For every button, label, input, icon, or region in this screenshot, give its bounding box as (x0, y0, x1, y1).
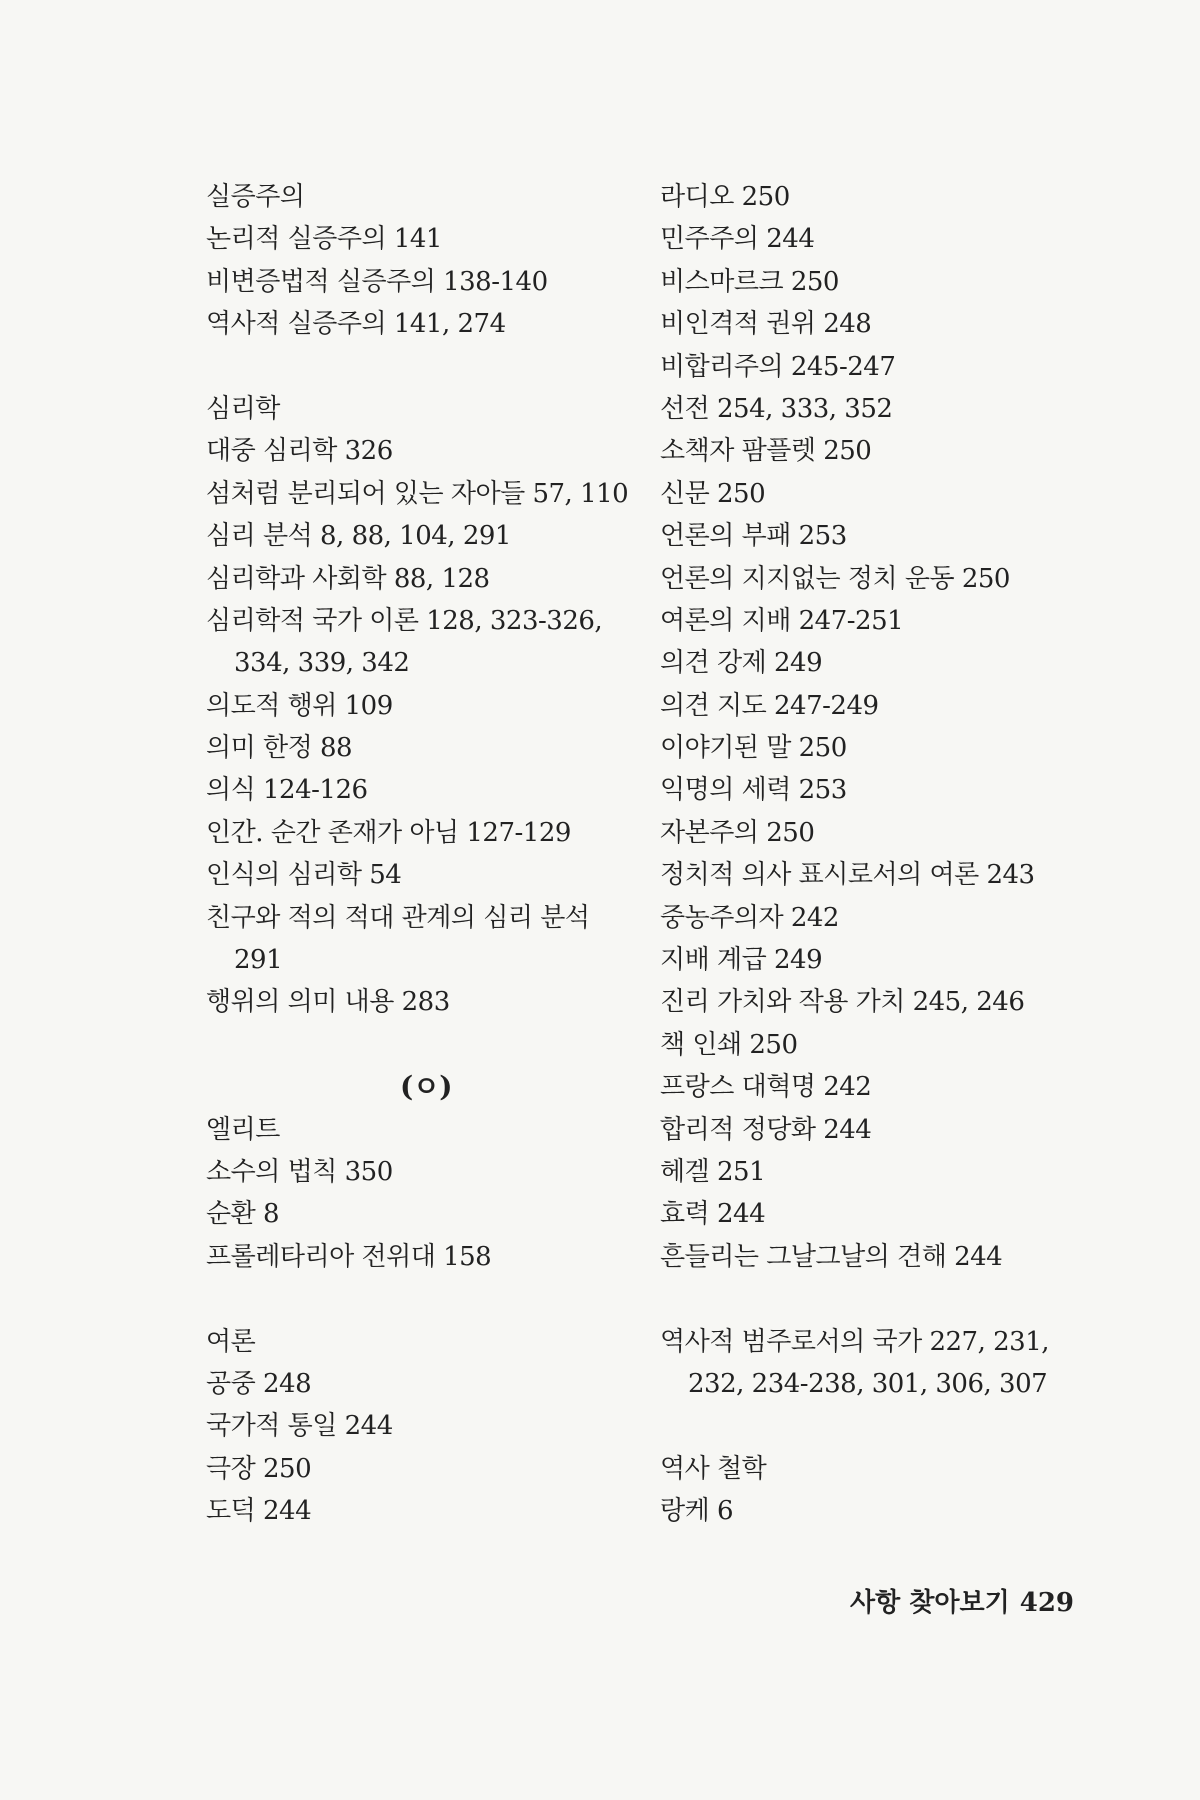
index-entry: 극장 250 (206, 1453, 312, 1484)
index-entry: 선전 254, 333, 352 (660, 393, 893, 424)
index-entry: 의미 한정 88 (206, 733, 353, 764)
index-entry: 흔들리는 그날그날의 견해 244 (660, 1241, 1003, 1272)
index-entry: 라디오 250 (660, 182, 790, 212)
index-letter-heading: (ㅇ) (399, 1070, 453, 1104)
index-entry: 의도적 행위 109 (206, 690, 393, 721)
index-entry: 진리 가치와 작용 가치 245, 246 (660, 987, 1025, 1018)
page-number: 429 (1019, 1588, 1075, 1618)
index-entry: 엘리트 (206, 1114, 280, 1145)
page-footer (850, 1582, 1074, 1619)
index-entry: 프롤레타리아 전위대 158 (206, 1241, 492, 1272)
index-entry: 심리학적 국가 이론 128, 323-326, (206, 605, 603, 636)
index-entry: 효력 244 (660, 1199, 766, 1230)
index-entry: 책 인쇄 250 (660, 1029, 798, 1060)
index-entry: 비합리주의 245-247 (660, 351, 896, 382)
footer-section-title: 사항 찾아보기 (850, 1588, 1010, 1618)
index-entry: 중농주의자 242 (660, 902, 839, 933)
index-entry-continuation: 232, 234-238, 301, 306, 307 (688, 1368, 1048, 1399)
index-entry: 합리적 정당화 244 (660, 1114, 872, 1145)
spacer (206, 1278, 646, 1320)
index-entry: 언론의 부패 253 (660, 521, 847, 552)
index-entry: 역사적 실증주의 141, 274 (206, 309, 506, 340)
index-entry: 논리적 실증주의 141 (206, 224, 442, 255)
index-entry: 국가적 통일 244 (206, 1411, 393, 1442)
index-entry: 여론의 지배 247-251 (660, 605, 904, 636)
index-column-right (660, 176, 1120, 1533)
index-column-left (206, 176, 646, 1533)
index-entry: 인식의 심리학 54 (206, 860, 402, 891)
index-entry: 헤겔 251 (660, 1156, 766, 1187)
index-entry: 공중 248 (206, 1368, 312, 1399)
index-entry: 대중 심리학 326 (206, 436, 393, 467)
index-entry: 비스마르크 250 (660, 266, 839, 297)
index-entry: 소책자 팜플렛 250 (660, 436, 872, 467)
index-entry: 역사 철학 (660, 1453, 767, 1484)
index-entry: 여론 (206, 1326, 256, 1357)
index-entry: 도덕 244 (206, 1496, 312, 1527)
index-entry: 의견 강제 249 (660, 648, 823, 679)
index-entry: 신문 250 (660, 478, 766, 509)
index-entry: 인간. 순간 존재가 아님 127-129 (206, 817, 571, 848)
index-entry: 섬처럼 분리되어 있는 자아들 57, 110 (206, 478, 629, 509)
index-entry: 비변증법적 실증주의 138-140 (206, 266, 548, 297)
index-entry: 행위의 의미 내용 283 (206, 987, 450, 1018)
spacer (660, 1278, 1120, 1320)
spacer (660, 1405, 1120, 1447)
index-entry: 랑케 6 (660, 1496, 734, 1527)
index-entry: 의견 지도 247-249 (660, 690, 879, 721)
index-entry: 역사적 범주로서의 국가 227, 231, (660, 1326, 1050, 1357)
index-entry: 언론의 지지없는 정치 운동 250 (660, 563, 1010, 594)
index-entry: 이야기된 말 250 (660, 733, 847, 764)
index-entry: 자본주의 250 (660, 817, 815, 848)
index-entry: 친구와 적의 적대 관계의 심리 분석 (206, 902, 590, 933)
spacer (206, 1024, 646, 1066)
index-entry: 지배 계급 249 (660, 945, 823, 976)
index-entry: 심리학과 사회학 88, 128 (206, 563, 490, 594)
index-entry: 소수의 법칙 350 (206, 1156, 393, 1187)
index-entry: 익명의 세력 253 (660, 775, 847, 806)
index-entry-continuation: 291 (234, 945, 283, 976)
index-entry: 프랑스 대혁명 242 (660, 1072, 872, 1103)
index-entry: 실증주의 (206, 182, 305, 212)
index-entry: 정치적 의사 표시로서의 여론 243 (660, 860, 1035, 891)
index-entry-continuation: 334, 339, 342 (234, 648, 410, 679)
index-entry: 의식 124-126 (206, 775, 368, 806)
spacer (206, 346, 646, 388)
index-entry: 순환 8 (206, 1199, 280, 1230)
index-entry: 비인격적 권위 248 (660, 309, 872, 340)
index-entry: 민주주의 244 (660, 224, 815, 255)
index-entry: 심리학 (206, 393, 280, 424)
index-entry: 심리 분석 8, 88, 104, 291 (206, 521, 511, 552)
